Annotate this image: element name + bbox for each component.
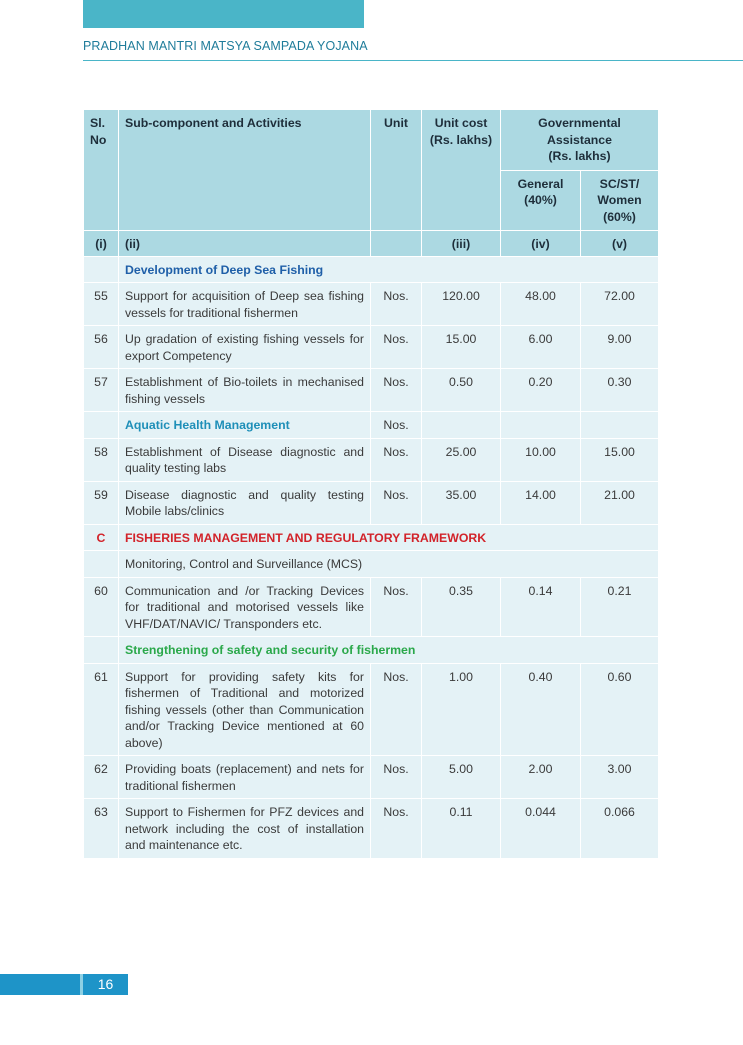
row-unit-cost: 25.00 (422, 439, 501, 482)
section-title-aquatic-health: Aquatic Health Management (119, 412, 371, 439)
row-number: 56 (84, 326, 119, 369)
header-governmental-assistance: Governmental Assistance (Rs. lakhs) (501, 110, 659, 171)
index-cell (371, 231, 422, 257)
header-unit-cost: Unit cost (Rs. lakhs) (422, 110, 501, 231)
table-row (84, 439, 659, 482)
index-cell: (ii) (119, 231, 371, 257)
row-unit: Nos. (371, 482, 422, 525)
index-cell: (i) (84, 231, 119, 257)
title-divider (83, 60, 743, 61)
assistance-table-container (84, 110, 659, 859)
row-sc-st-women: 0.60 (581, 664, 659, 757)
row-number: 59 (84, 482, 119, 525)
section-row (84, 257, 659, 284)
header-sl-no: Sl. No (84, 110, 119, 231)
table-row (84, 756, 659, 799)
index-cell: (iv) (501, 231, 581, 257)
section-unit: Nos. (371, 412, 422, 439)
row-activity: Support to Fishermen for PFZ devices and network including the cost of installation and maintenance etc. (119, 799, 371, 859)
table-row (84, 482, 659, 525)
row-general: 0.14 (501, 578, 581, 638)
row-number: 62 (84, 756, 119, 799)
row-general: 10.00 (501, 439, 581, 482)
row-sc-st-women: 72.00 (581, 283, 659, 326)
row-unit: Nos. (371, 326, 422, 369)
row-number: 58 (84, 439, 119, 482)
header-unit: Unit (371, 110, 422, 231)
row-activity: Providing boats (replacement) and nets for traditional fishermen (119, 756, 371, 799)
section-row (84, 525, 659, 552)
row-activity: Support for providing safety kits for fishermen of Traditional and motorized fishing vessels (other than Communication and/or Tracking Device mentioned at 60 above) (119, 664, 371, 757)
row-general: 48.00 (501, 283, 581, 326)
row-activity: Establishment of Disease diagnostic and quality testing labs (119, 439, 371, 482)
row-sc-st-women: 0.21 (581, 578, 659, 638)
index-cell: (iii) (422, 231, 501, 257)
row-general: 0.20 (501, 369, 581, 412)
table-row (84, 369, 659, 412)
row-sc-st-women: 0.30 (581, 369, 659, 412)
row-sc-st-women: 3.00 (581, 756, 659, 799)
row-unit: Nos. (371, 283, 422, 326)
row-unit-cost: 0.35 (422, 578, 501, 638)
table-row (84, 664, 659, 757)
row-general: 6.00 (501, 326, 581, 369)
row-unit: Nos. (371, 799, 422, 859)
row-sc-st-women: 0.066 (581, 799, 659, 859)
row-number: 57 (84, 369, 119, 412)
section-title-fisheries-management: FISHERIES MANAGEMENT AND REGULATORY FRAMEWORK (119, 525, 659, 552)
table-row (84, 578, 659, 638)
section-title-deep-sea: Development of Deep Sea Fishing (119, 257, 659, 284)
row-sc-st-women: 21.00 (581, 482, 659, 525)
section-row (84, 412, 659, 439)
row-number: 55 (84, 283, 119, 326)
section-row (84, 637, 659, 664)
row-unit: Nos. (371, 369, 422, 412)
table-row (84, 326, 659, 369)
row-unit: Nos. (371, 578, 422, 638)
header-activities: Sub-component and Activities (119, 110, 371, 231)
row-activity: Disease diagnostic and quality testing Mobile labs/clinics (119, 482, 371, 525)
row-sc-st-women: 15.00 (581, 439, 659, 482)
row-unit-cost: 0.50 (422, 369, 501, 412)
header-general: General (40%) (501, 171, 581, 232)
row-unit: Nos. (371, 664, 422, 757)
row-activity: Establishment of Bio-toilets in mechanised fishing vessels (119, 369, 371, 412)
assistance-table (84, 110, 659, 859)
row-unit-cost: 35.00 (422, 482, 501, 525)
row-number: 60 (84, 578, 119, 638)
row-unit-cost: 120.00 (422, 283, 501, 326)
row-general: 0.40 (501, 664, 581, 757)
section-title-safety: Strengthening of safety and security of fishermen (119, 637, 659, 664)
row-general: 0.044 (501, 799, 581, 859)
document-title: PRADHAN MANTRI MATSYA SAMPADA YOJANA (83, 39, 368, 53)
section-letter: C (84, 525, 119, 552)
row-unit: Nos. (371, 439, 422, 482)
row-unit-cost: 1.00 (422, 664, 501, 757)
row-activity: Communication and /or Tracking Devices for traditional and motorised vessels like VHF/DAT/NAVIC/ Transponders etc. (119, 578, 371, 638)
row-unit-cost: 15.00 (422, 326, 501, 369)
index-row (84, 231, 659, 257)
index-cell: (v) (581, 231, 659, 257)
header-sc-st-women: SC/ST/ Women (60%) (581, 171, 659, 232)
row-general: 2.00 (501, 756, 581, 799)
table-row (84, 283, 659, 326)
page-number: 16 (83, 974, 128, 995)
row-unit-cost: 0.11 (422, 799, 501, 859)
table-row (84, 799, 659, 859)
row-unit-cost: 5.00 (422, 756, 501, 799)
top-accent-bar (83, 0, 364, 28)
row-general: 14.00 (501, 482, 581, 525)
section-row (84, 551, 659, 578)
row-unit: Nos. (371, 756, 422, 799)
row-activity: Support for acquisition of Deep sea fishing vessels for traditional fishermen (119, 283, 371, 326)
row-number: 61 (84, 664, 119, 757)
section-title-mcs: Monitoring, Control and Surveillance (MCS) (119, 551, 659, 578)
footer-accent-bar (0, 974, 80, 995)
row-activity: Up gradation of existing fishing vessels for export Competency (119, 326, 371, 369)
row-number: 63 (84, 799, 119, 859)
row-sc-st-women: 9.00 (581, 326, 659, 369)
